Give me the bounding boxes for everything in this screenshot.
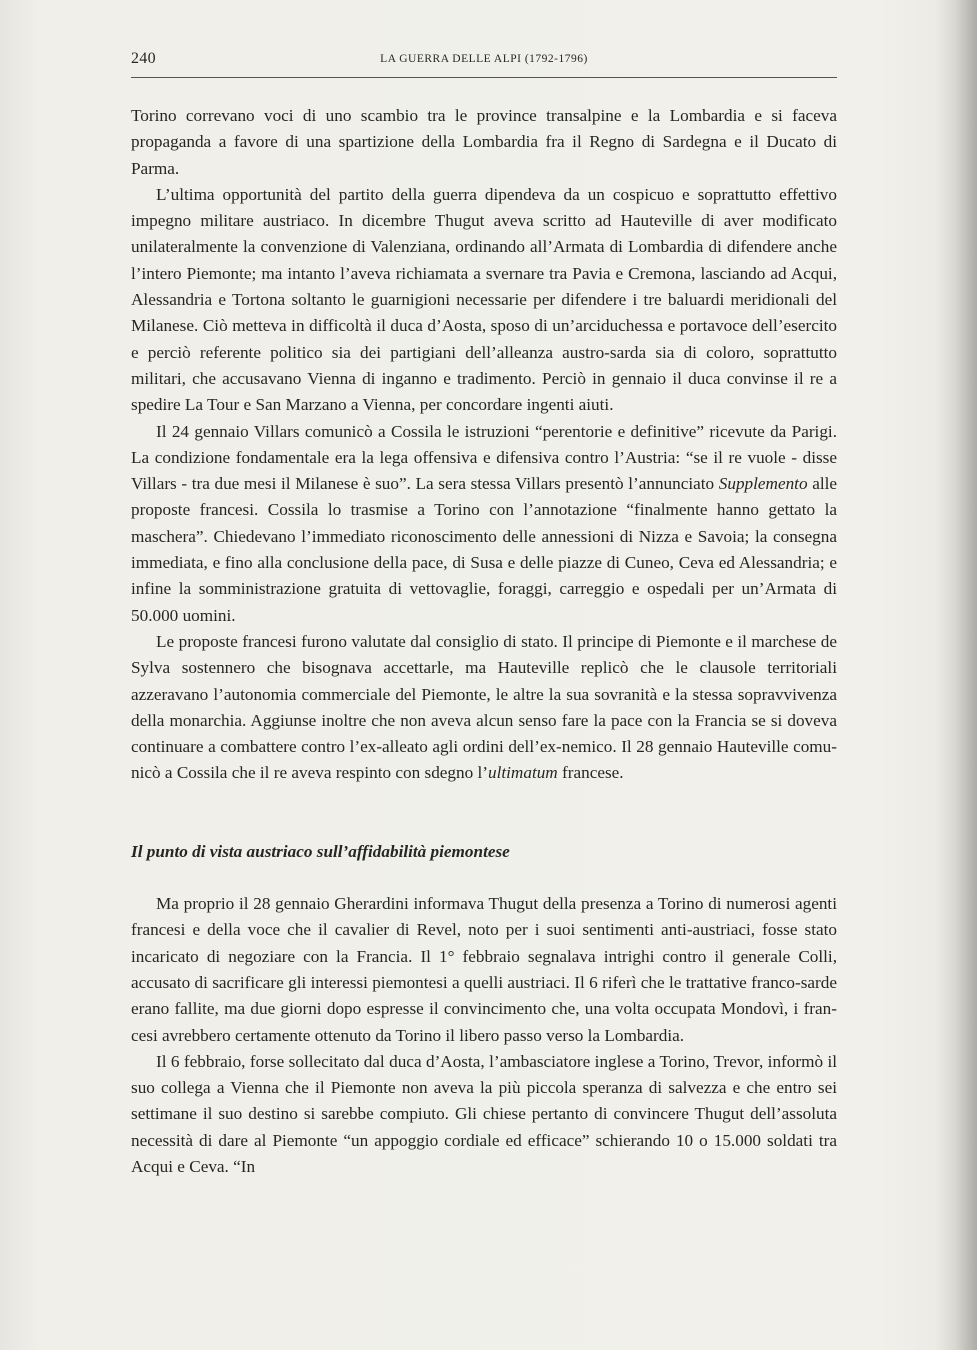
paragraph-text: Le proposte francesi furono valutate dal consiglio di stato. Il principe di Piemonte e il marchese de Sylva sostennero che bisognava accettarle, ma Hauteville replicò che le clausole territoriali azzeravano l’autonomia commerciale del Piemonte, le altre la sua sovranità e la stessa sopravvivenza della monarchia. Aggiunse inoltre che non aveva alcun senso fare la pace con la Francia se si doveva continuare a combattere contro l’ex-alleato agli ordini dell’ex-nemico. Il 28 gennaio Hauteville comunicò a Cossila che il re aveva respinto con sdegno l’ xyxy=(131,631,837,783)
section-paragraph-2 xyxy=(131,1049,837,1180)
paragraph-text: Ma proprio il 28 gennaio Gherardini informava Thugut della presenza a Torino di numerosi agenti francesi e della voce che il cavalier di Revel, noto per i suoi sentimenti anti-austriaci, fosse stato incaricato di negoziare con la Francia. Il 1° febbraio segnalava intrighi contro il generale Colli, accusato di sacrificare gli interessi piemontesi a quelli austriaci. Il 6 riferì che le trattative franco-sarde erano fallite, ma due giorni dopo espresse il convincimento che, una volta occupata Mondovì, i francesi avrebbero certamente ottenuto da Torino il libero passo verso la Lombardia. xyxy=(131,894,837,1045)
paragraph-text: L’ultima opportunità del partito della guerra dipendeva da un cospicuo e soprattutto effettivo impegno militare austriaco. In dicembre Thugut aveva scritto ad Hauteville di aver modificato unilateralmente la convenzione di Valenziana, ordinando all’Armata di Lombardia di difendere anche l’intero Piemonte; ma intanto l’aveva richiamata a svernare tra Pavia e Cremona, lasciando ad Acqui, Alessandria e Tortona soltanto le guarnigioni necessarie per difendere i tre baluardi meridionali del Milanese. Ciò metteva in difficoltà il duca d’Aosta, sposo di un’arciduchessa e portavoce dell’esercito e perciò referente politico sia dei partigiani dell’alleanza austro-sarda sia di coloro, soprattutto militari, che accusavano Vienna di inganno e tradimento. Perciò in gennaio il duca convinse il re a spedire La Tour e San Marzano a Vienna, per concordare ingenti aiuti. xyxy=(131,184,837,415)
running-head xyxy=(131,50,837,72)
paragraph-text: Torino correvano voci di uno scambio tra le province transalpine e la Lombardia e si faceva propaganda a favore di una spartizione della Lombardia fra il Regno di Sardegna e il Ducato di Parma. xyxy=(131,106,837,178)
paragraph-2 xyxy=(131,182,837,419)
section-heading: Il punto di vista austriaco sull’affidabilità piemontese xyxy=(131,841,510,861)
paragraph-text: alle proposte francesi. Cossila lo trasmise a Torino con l’annotazione “finalmente hanno gettato la maschera”. Chiedevano l’immediato riconoscimento delle annessioni di Nizza e Savoia; la consegna immediata, e fino alla conclusione della pace, di Susa e delle piazze di Cuneo, Ceva ed Alessandria; e infine la somministrazione gratuita di vettovaglie, foraggi, carreggio e ospedali per un’Armata di 50.000 uomini. xyxy=(131,474,837,625)
binding-shadow xyxy=(955,0,977,1350)
paragraph-text: Il 6 febbraio, forse sollecitato dal duca d’Aosta, l’ambasciatore inglese a Torino, Trevor, informò il suo collega a Vienna che il Piemonte non aveva la più piccola speranza di salvezza e che entro sei settimane il suo destino si sarebbe compiuto. Gli chiese pertanto di convincere Thugut dell’assoluta necessità di dare al Piemonte “un appoggio cordiale ed efficace” schierando 10 o 15.000 soldati tra Acqui e Ceva. “In xyxy=(131,1051,837,1176)
body-text xyxy=(131,103,837,1180)
header-rule xyxy=(131,77,837,78)
paragraph-3 xyxy=(131,419,837,629)
italic-title: Supplemento xyxy=(718,474,808,494)
paragraph-text: francese. xyxy=(557,763,624,783)
section-paragraph-1 xyxy=(131,891,837,1049)
paragraph-4 xyxy=(131,629,837,787)
paragraph-1 xyxy=(131,103,837,182)
running-title: LA GUERRA DELLE ALPI (1792-1796) xyxy=(380,53,588,65)
paragraph-text: Il 24 gennaio Villars comunicò a Cossila le istruzioni “perentorie e definitive” ricevute da Parigi. La condizione fondamentale era la lega offensiva e difensiva contro l’Austria: “se il re vuole - disse Villars - tra due mesi il Milanese è suo”. La sera stessa Villars presentò l’annunciato xyxy=(131,421,837,494)
page-number: 240 xyxy=(131,50,156,67)
italic-term: ultimatum xyxy=(488,763,558,783)
